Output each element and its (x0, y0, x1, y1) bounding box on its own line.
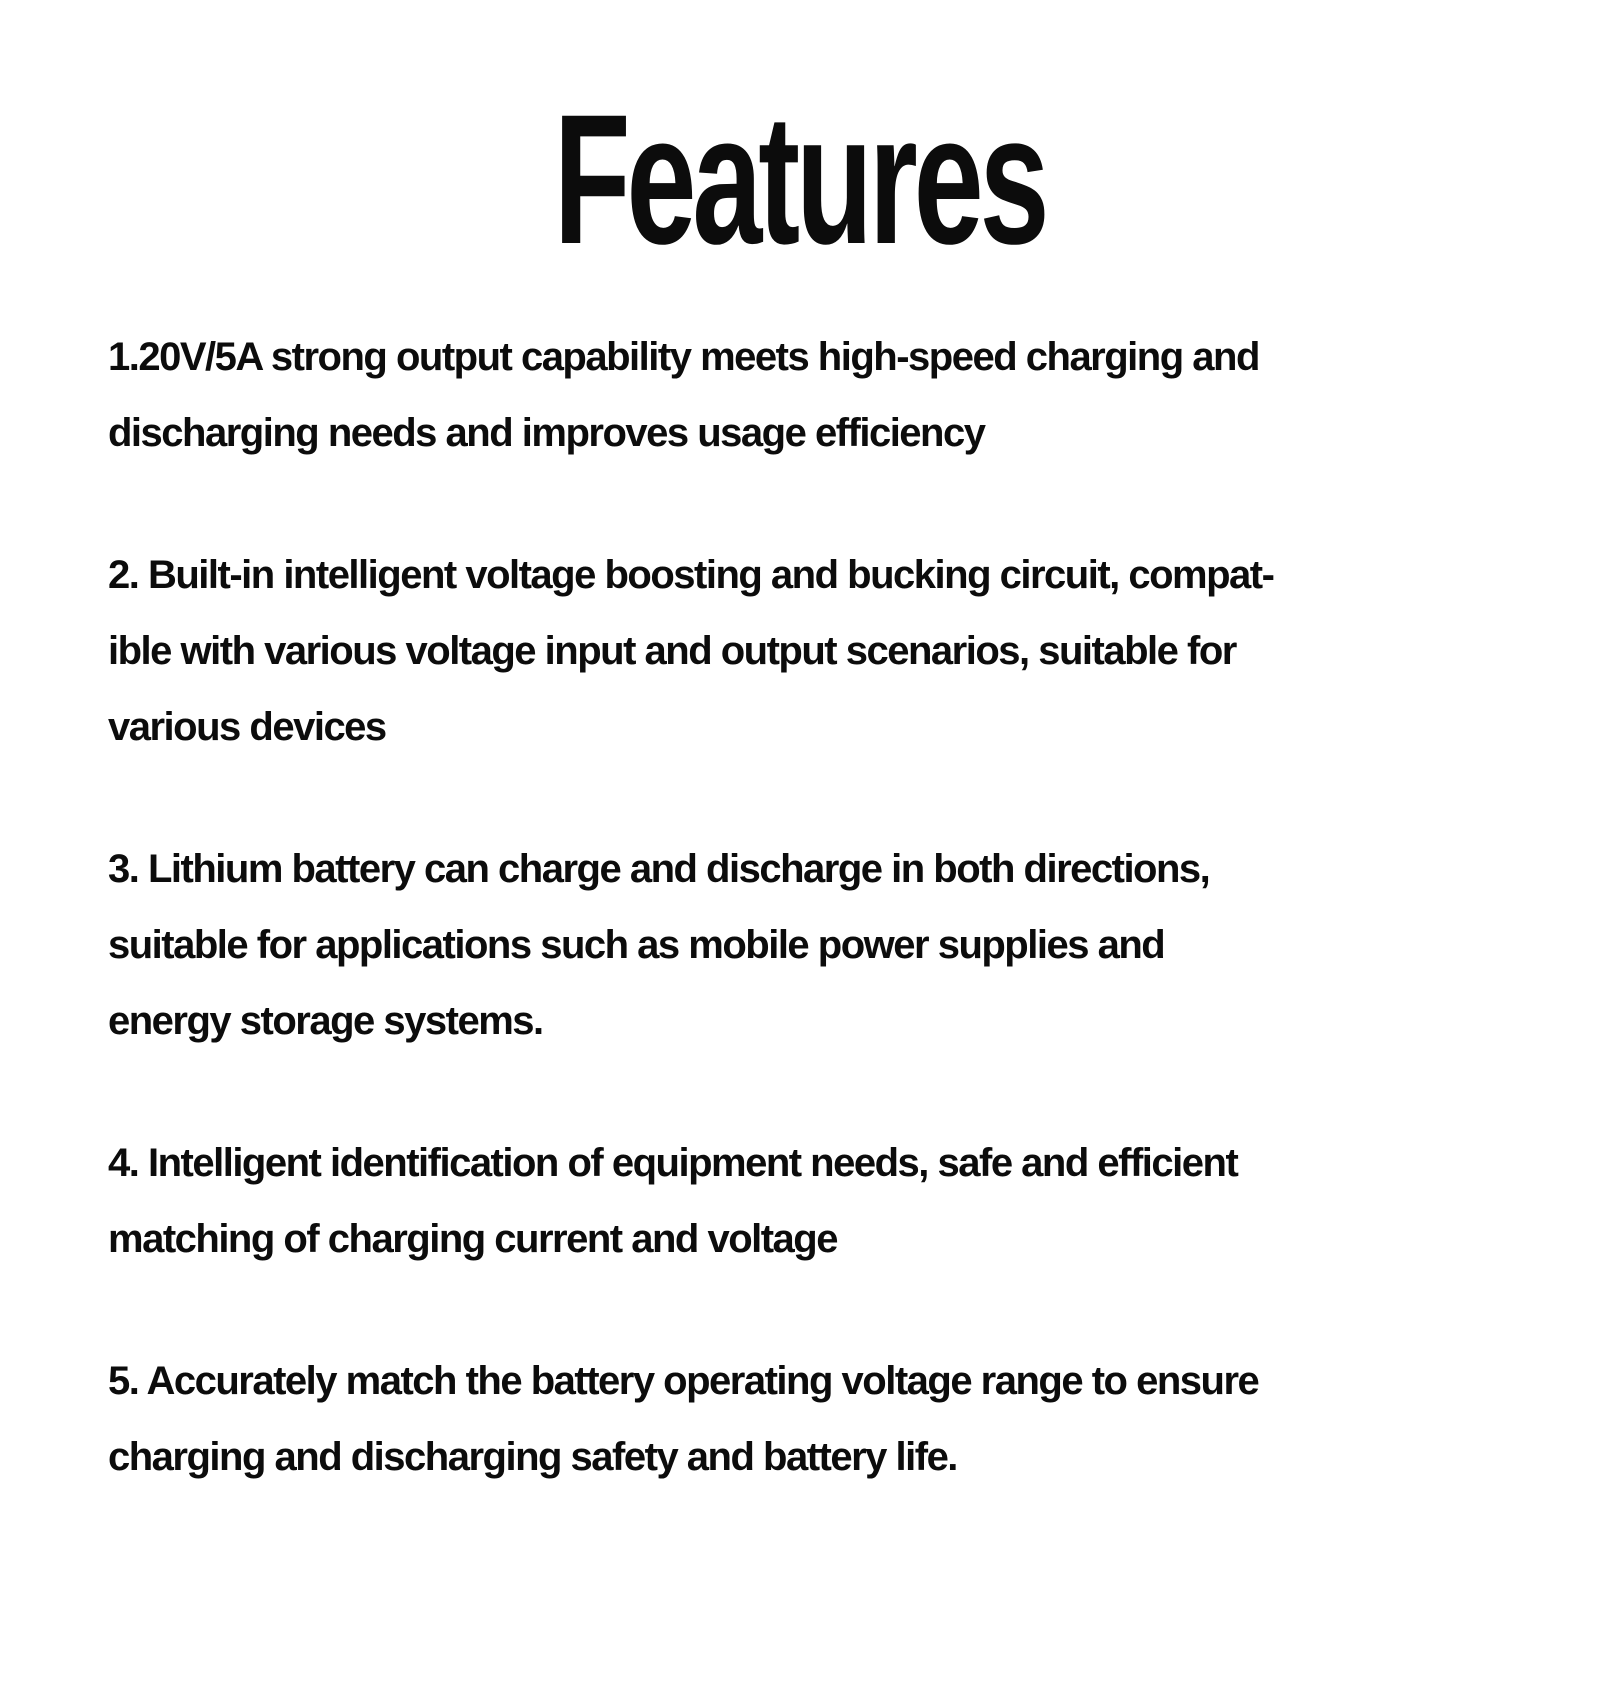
feature-line: discharging needs and improves usage efficiency (108, 411, 985, 455)
feature-paragraph-5 (108, 1343, 1500, 1495)
feature-line: ible with various voltage input and output scenarios, suitable for (108, 629, 1236, 673)
feature-paragraph-1 (108, 319, 1500, 471)
feature-line: 1.20V/5A strong output capability meets high-speed charging and (108, 335, 1259, 379)
feature-paragraph-2 (108, 537, 1500, 765)
features-page (0, 77, 1600, 1688)
feature-paragraph-4 (108, 1125, 1500, 1277)
feature-list (108, 319, 1500, 1495)
feature-line: suitable for applications such as mobile power supplies and (108, 923, 1165, 967)
feature-line: energy storage systems. (108, 999, 543, 1043)
feature-line: matching of charging current and voltage (108, 1217, 837, 1261)
page-title-text: Features (554, 77, 1046, 283)
feature-line: 3. Lithium battery can charge and discharge in both directions, (108, 847, 1210, 891)
feature-line: 2. Built-in intelligent voltage boosting and bucking circuit, compat- (108, 553, 1274, 597)
page-title (0, 77, 1600, 283)
feature-paragraph-3 (108, 831, 1500, 1059)
feature-line: charging and discharging safety and battery life. (108, 1435, 957, 1479)
feature-line: 4. Intelligent identification of equipment needs, safe and efficient (108, 1141, 1238, 1185)
feature-line: various devices (108, 705, 386, 749)
feature-line: 5. Accurately match the battery operating voltage range to ensure (108, 1359, 1259, 1403)
